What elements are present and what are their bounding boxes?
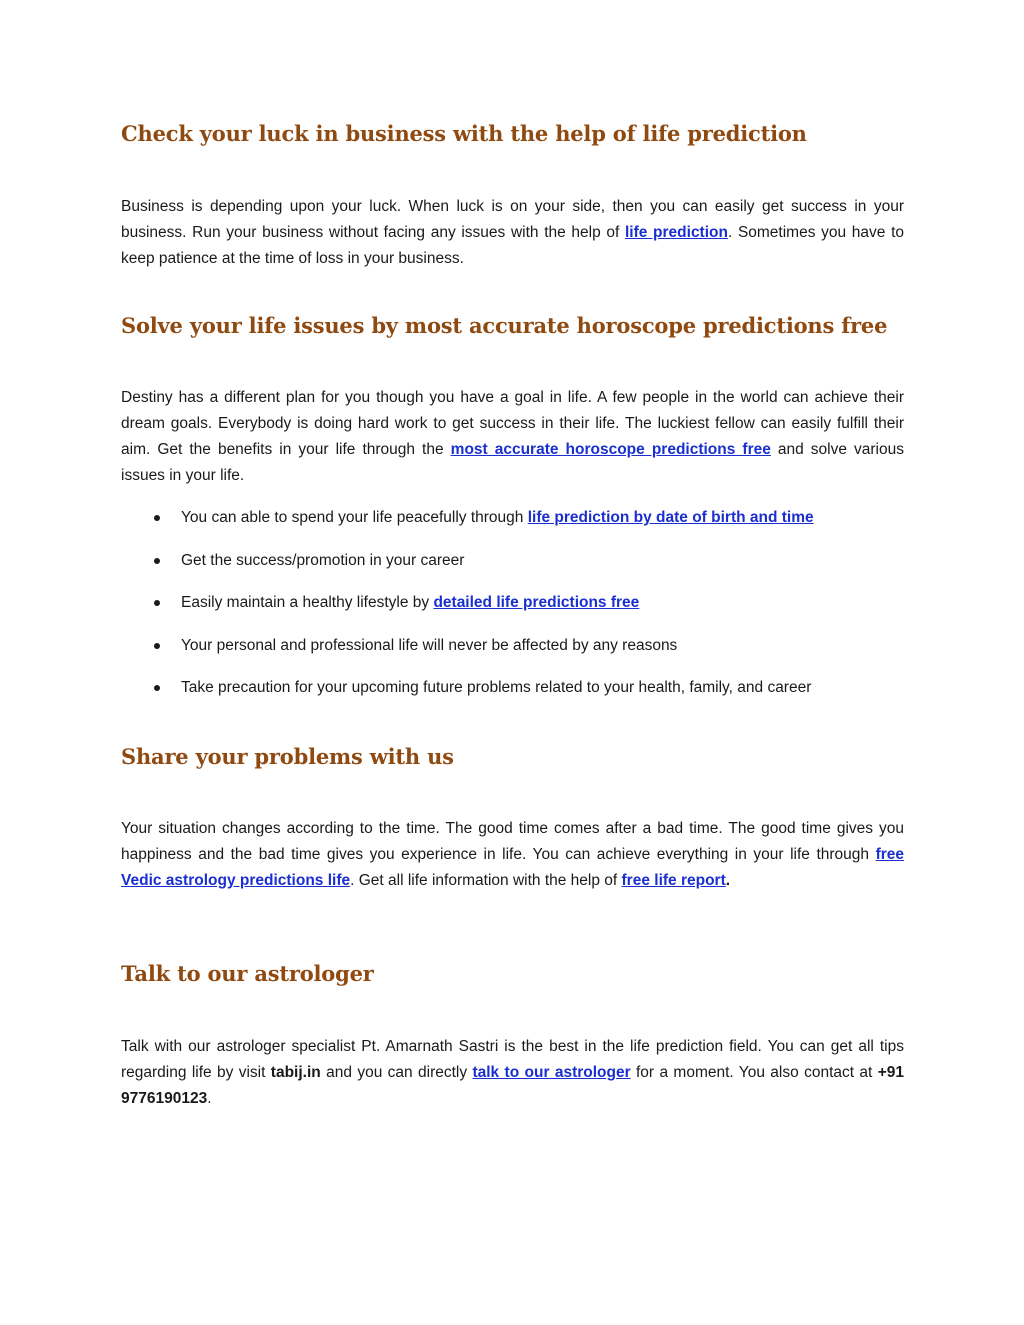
list-item — [121, 590, 904, 633]
link-prediction-by-birth[interactable]: life prediction by date of birth and time — [527, 509, 814, 526]
paragraph-text: Business is depending upon your luck. When luck is on your side, then you can easily get success in your business. Run your business without facing any issues with the help of — [121, 198, 904, 241]
bullet-icon — [154, 685, 160, 691]
link-life-prediction[interactable]: life prediction — [624, 224, 728, 241]
paragraph-text: Talk with our astrologer specialist Pt. Amarnath Sastri is the best in the life prediction field. You can get all tips regarding life by visit — [121, 1038, 904, 1081]
paragraph-text: Your situation changes according to the time. The good time comes after a bad time. The good time gives you happiness and the bad time gives you experience in life. You can achieve everything in your life through — [121, 820, 904, 863]
bullet-icon — [154, 600, 160, 606]
heading-business-luck: Check your luck in business with the help of life prediction — [121, 121, 807, 146]
paragraph-business — [121, 194, 904, 272]
link-vedic-astrology[interactable]: free Vedic astrology predictions life — [121, 846, 904, 889]
benefits-list — [121, 505, 904, 718]
paragraph-text: . — [725, 872, 731, 889]
bullet-icon — [154, 643, 160, 649]
heading-talk-astrologer: Talk to our astrologer — [121, 961, 374, 986]
paragraph-text: and you can directly — [320, 1064, 473, 1081]
bullet-icon — [154, 515, 160, 521]
paragraph-text: and solve various issues in your life. — [121, 441, 904, 484]
phone-number: +91 9776190123 — [121, 1064, 904, 1107]
link-free-life-report[interactable]: free life report — [621, 872, 726, 889]
link-talk-astrologer[interactable]: talk to our astrologer — [472, 1064, 631, 1081]
heading-horoscope-predictions: Solve your life issues by most accurate horoscope predictions free — [121, 313, 888, 338]
paragraph-text: Destiny has a different plan for you though you have a goal in life. A few people in the world can achieve their dream goals. Everybody is doing hard work to get success in their life. The luckiest fellow can easily fulfill their aim. Get the benefits in your life through the — [121, 389, 904, 458]
paragraph-text: for a moment. You also contact at — [630, 1064, 878, 1081]
list-item-text: Take precaution for your upcoming future problems related to your health, family, and career — [181, 679, 812, 697]
link-accurate-horoscope[interactable]: most accurate horoscope predictions free — [450, 441, 771, 458]
list-item — [121, 548, 904, 591]
list-item-text: You can able to spend your life peacefully through — [181, 509, 528, 526]
site-name: tabij.in — [270, 1064, 321, 1081]
paragraph-text: . — [207, 1090, 212, 1107]
bullet-icon — [154, 558, 160, 564]
paragraph-text: . Sometimes you have to keep patience at the time of loss in your business. — [121, 224, 904, 267]
list-item-text: Easily maintain a healthy lifestyle by — [181, 594, 434, 612]
link-detailed-predictions[interactable]: detailed life predictions free — [433, 594, 640, 612]
list-item-text: Your personal and professional life will never be affected by any reasons — [181, 636, 678, 654]
list-item — [121, 675, 904, 718]
paragraph-contact — [121, 1034, 904, 1112]
paragraph-situation — [121, 816, 904, 894]
list-item-text: Get the success/promotion in your career — [181, 551, 465, 569]
paragraph-destiny — [121, 385, 904, 489]
paragraph-text: . Get all life information with the help of — [350, 872, 622, 889]
list-item — [121, 505, 904, 548]
heading-share-problems: Share your problems with us — [121, 744, 454, 769]
list-item — [121, 633, 904, 676]
